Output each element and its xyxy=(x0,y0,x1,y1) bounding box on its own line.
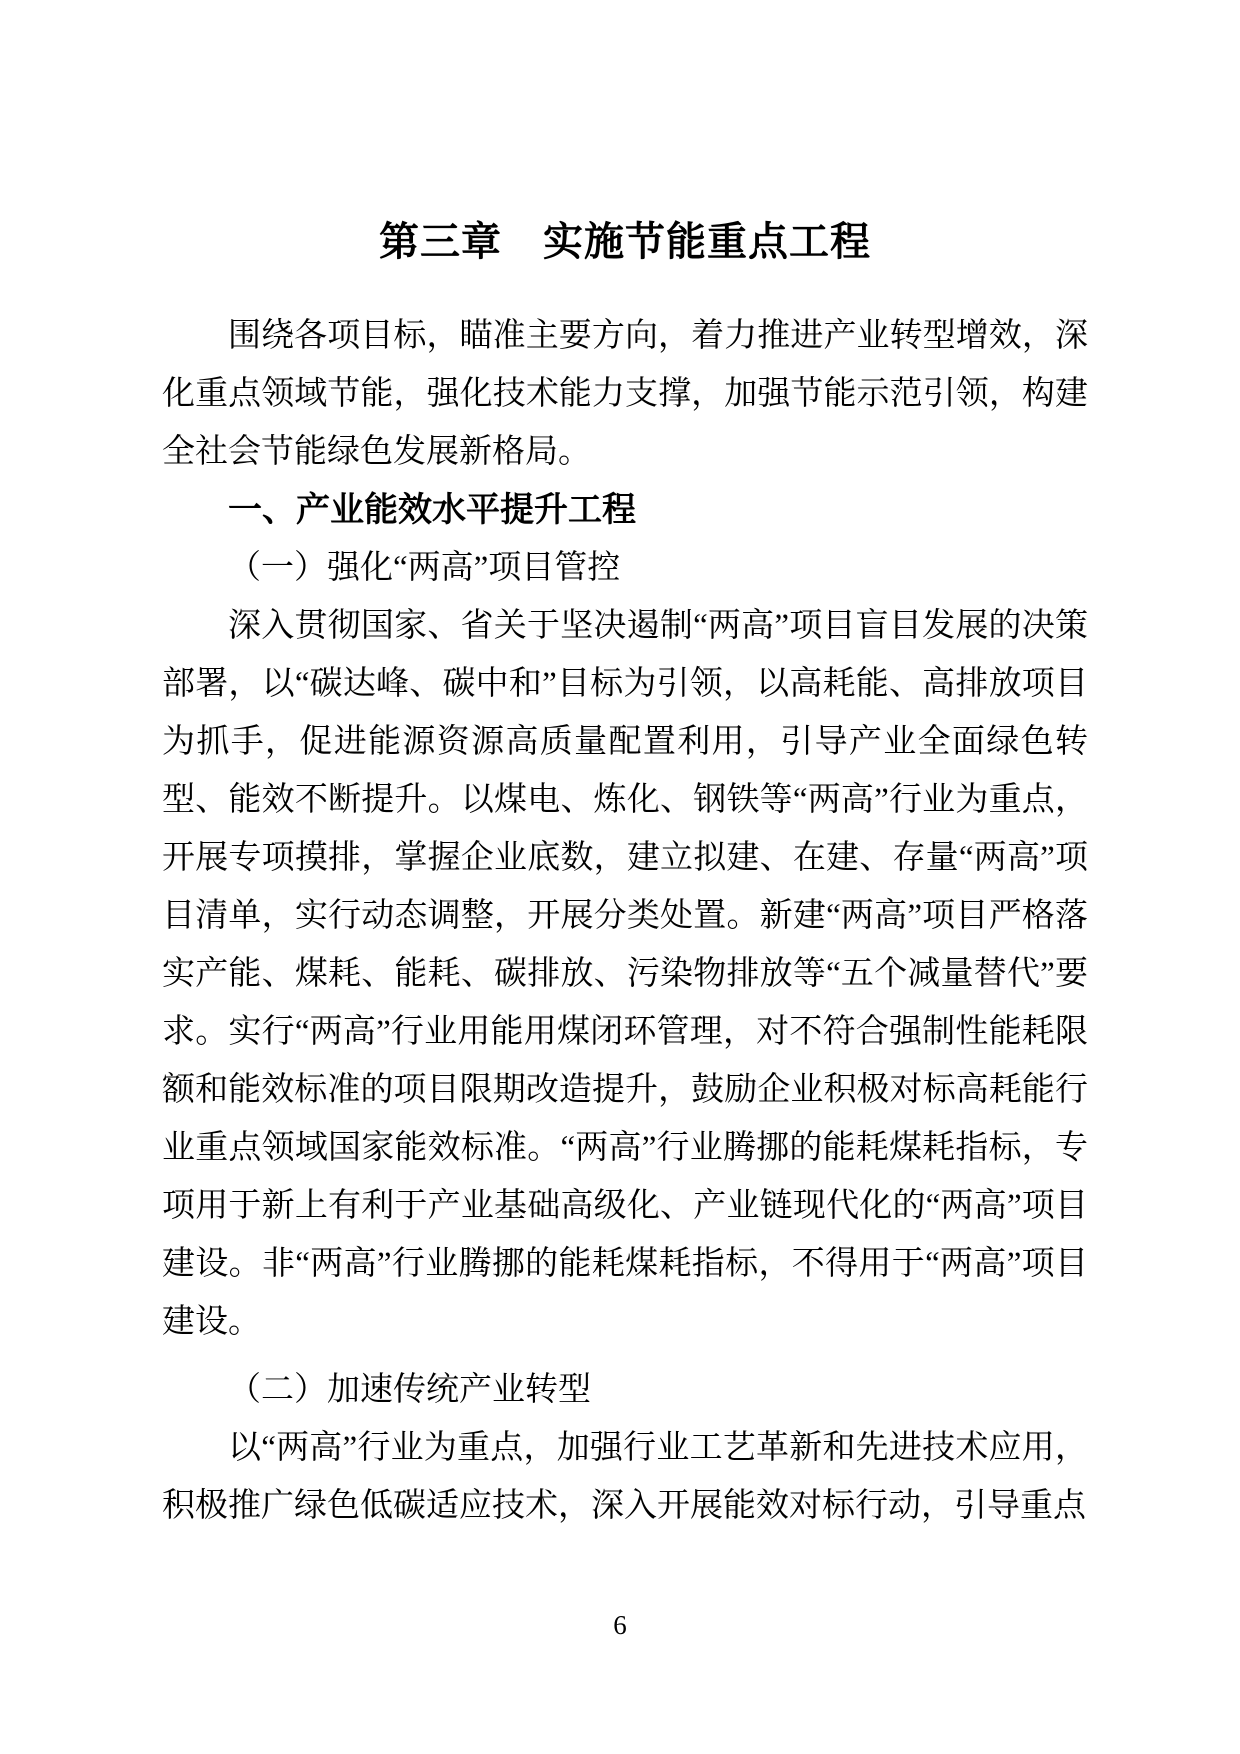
subsection-1-heading: （一）强化“两高”项目管控 xyxy=(228,550,621,586)
page-number: 6 xyxy=(613,1610,627,1640)
document-content xyxy=(0,218,1240,1535)
subsection-2-heading: （二）加速传统产业转型 xyxy=(228,1372,591,1408)
intro-paragraph: 围绕各项目标，瞄准主要方向，着力推进产业转型增效，深化重点领域节能，强化技术能力支撑，加强节能示范引领，构建全社会节能绿色发展新格局。 xyxy=(162,318,1088,470)
subsection-1-body: 深入贯彻国家、省关于坚决遏制“两高”项目盲目发展的决策部署，以“碳达峰、碳中和”目标为引领，以高耗能、高排放项目为抓手，促进能源资源高质量配置利用，引导产业全面绿色转型、能效不断提升。以煤电、炼化、钢铁等“两高”行业为重点，开展专项摸排，掌握企业底数，建立拟建、在建、存量“两高”项目清单，实行动态调整，开展分类处置。新建“两高”项目严格落实产能、煤耗、能耗、碳排放、污染物排放等“五个减量替代”要求。实行“两高”行业用能用煤闭环管理，对不符合强制性能耗限额和能效标准的项目限期改造提升，鼓励企业积极对标高耗能行业重点领域国家能效标准。“两高”行业腾挪的能耗煤耗指标，专项用于新上有利于产业基础高级化、产业链现代化的“两高”项目建设。非“两高”行业腾挪的能耗煤耗指标，不得用于“两高”项目建设。 xyxy=(162,608,1088,1340)
section-1-heading: 一、产业能效水平提升工程 xyxy=(227,491,636,529)
subsection-2-body: 以“两高”行业为重点，加强行业工艺革新和先进技术应用，积极推广绿色低碳适应技术，深入开展能效对标行动，引导重点 xyxy=(162,1430,1088,1524)
chapter-title: 第三章 实施节能重点工程 xyxy=(379,220,871,264)
